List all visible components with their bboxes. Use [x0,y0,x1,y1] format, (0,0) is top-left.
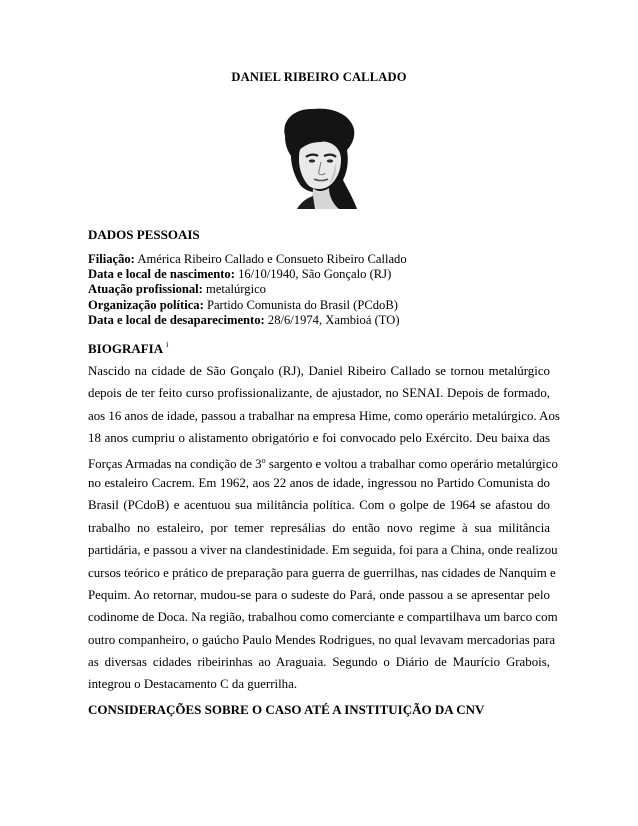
footnote-mark: i [166,340,169,349]
field-label: Data e local de desaparecimento: [88,312,265,327]
field-value: Partido Comunista do Brasil (PCdoB) [206,297,398,312]
bio-line: Brasil (PCdoB) e acentuou sua militância política. Com o golpe de 1964 se afastou do [88,498,550,513]
personal-data-list [88,252,568,328]
field-birth [88,267,568,282]
bio-line-tail: sargento e voltou a trabalhar como operário metalúrgico [265,456,558,471]
bio-line: Pequim. Ao retornar, mudou-se para o sudeste do Pará, onde passou a se apresentar pelo [88,587,550,602]
bio-line: cursos teórico e prático de preparação para guerra de guerrilhas, nas cidades de Nanquim e [88,565,556,580]
field-profession [88,282,568,297]
field-label: Organização política: [88,297,204,312]
portrait-photo [277,106,359,209]
biography-heading-text: BIOGRAFIA [88,341,164,356]
ordinal-superscript: o [261,455,266,465]
page-title: DANIEL RIBEIRO CALLADO [231,70,407,84]
biography-heading [88,340,168,357]
bio-line: as diversas cidades ribeirinhas ao Araguaia. Segundo o Diário de Maurício Grabois, [88,655,550,670]
bio-line-head: Forças Armadas na condição de 3 [88,456,262,471]
bio-line: codinome de Doca. Na região, trabalhou como comerciante e compartilhava um barco com [88,610,558,625]
field-value: 28/6/1974, Xambioá (TO) [267,312,400,327]
field-value: 16/10/1940, São Gonçalo (RJ) [238,267,392,282]
bio-line: no estaleiro Cacrem. Em 1962, aos 22 anos de idade, ingressou no Partido Comunista do [88,475,550,490]
bio-line: partidária, e passou a viver na clandestinidade. Em seguida, foi para a China, onde realizou [88,543,558,558]
field-label: Data e local de nascimento: [88,267,235,282]
considerations-heading: CONSIDERAÇÕES SOBRE O CASO ATÉ A INSTITUIÇÃO DA CNV [88,702,485,717]
biography-text [88,360,560,696]
bio-line: depois de ter feito curso profissionalizante, de ajustador, no SENAI. Depois de formado, [88,386,550,401]
bio-line: aos 16 anos de idade, passou a trabalhar na empresa Hime, como operário metalúrgico. Aos [88,408,560,423]
bio-line: trabalho no estaleiro, por temer represálias do então novo regime à sua militância [88,520,550,535]
field-value: Américа Ribeiro Callado e Consueto Ribeiro Callado [137,252,407,266]
bio-line: outro companheiro, o gaúcho Paulo Mendes Rodrigues, no qual levavam mercadorias para [88,632,556,647]
field-label: Filiação: [88,252,135,266]
bio-line: integrou o Destacamento C da guerrilha. [88,677,298,692]
field-filiation [88,252,568,267]
field-organization [88,298,568,313]
bio-line: 18 anos cumpriu o alistamento obrigatório e foi convocado pelo Exército. Deu baixa das [88,431,550,446]
personal-data-heading: DADOS PESSOAIS [88,227,200,242]
bio-line: Nascido na cidade de São Gonçalo (RJ), Daniel Ribeiro Callado se tornou metalúrgico [88,364,550,378]
bio-line [88,450,558,472]
field-label: Atuação profissional: [88,282,203,297]
field-disappearance [88,313,568,328]
field-value: metalúrgico [206,282,266,297]
